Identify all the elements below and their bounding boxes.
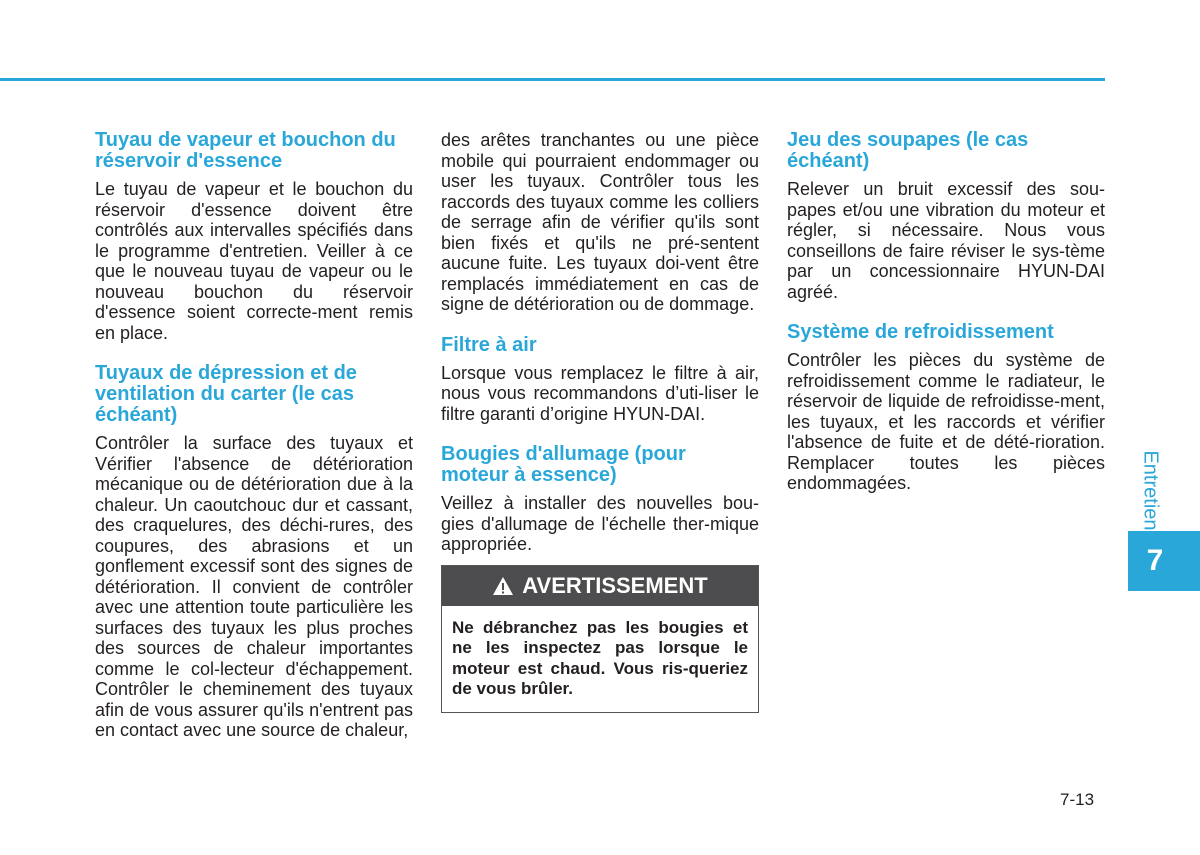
- warning-title: AVERTISSEMENT: [522, 572, 708, 598]
- section-side-label: [1128, 450, 1172, 530]
- page-number: 7-13: [1060, 790, 1095, 809]
- warning-box: [441, 565, 759, 713]
- column-middle: [441, 130, 759, 713]
- warning-triangle-icon: [492, 576, 514, 596]
- heading-spark-plugs: Bougies d'allumage (pour moteur à essence): [441, 443, 686, 486]
- heading-fuel-vapor-hose: Tuyau de vapeur et bouchon du réservoir d'essence: [95, 129, 396, 172]
- header-rule: [0, 78, 1105, 81]
- heading-valve-clearance: Jeu des soupapes (le cas échéant): [787, 129, 1029, 172]
- paragraph-vacuum-crankcase-hoses: Contrôler la surface des tuyaux et Vérifier l'absence de détérioration mécanique ou de détérioration due à la chaleur. Un caoutchouc dur et cassant, des craquelures, des déchi-rures, des coupures, des abrasions et un gonflement excessif sont des signes de détérioration. Il convient de contrôler avec une attention toute particulière les surfaces des tuyaux les plus proches des sources de chaleur importantes comme le col-lecteur d'échappement. Contrôler le cheminement des tuyaux afin de vous assurer qu'ils n'entrent pas en contact avec une source de chaleur,: [95, 433, 413, 740]
- warning-header: [442, 566, 758, 606]
- heading-cooling-system: Système de refroidissement: [787, 321, 1054, 343]
- warning-text: Ne débranchez pas les bougies et ne les inspectez pas lorsque le moteur est chaud. Vous ris-queriez de vous brûler.: [452, 617, 748, 698]
- paragraph-valve-clearance: Relever un bruit excessif des sou-papes et/ou une vibration du moteur et régler, si nécessaire. Nous vous conseillons de faire réviser le sys-tème par un concessionnaire HYUN-DAI agréé.: [787, 179, 1105, 302]
- column-left: [95, 130, 413, 761]
- heading-vacuum-crankcase-hoses: Tuyaux de dépression et de ventilation du carter (le cas échéant): [95, 362, 357, 426]
- paragraph-fuel-vapor-hose: Le tuyau de vapeur et le bouchon du réservoir d'essence doivent être contrôlés aux intervalles spécifiés dans le programme d'entretien. Veiller à ce que le nouveau tuyau de vapeur ou le nouveau bouchon du réservoir d'essence soient correcte-ment remis en place.: [95, 179, 413, 343]
- paragraph-cooling-system: Contrôler les pièces du système de refroidissement comme le radiateur, le réservoir de liquide de refroidisse-ment, les tuyaux, et les raccords et vérifier l'absence de fuite et de dété-rioration. Remplacer toutes les pièces endommagées.: [787, 350, 1105, 493]
- paragraph-hoses-continued: des arêtes tranchantes ou une pièce mobile qui pourraient endommager ou user les tuyaux. Contrôler tous les raccords des tuyaux comme les colliers de serrage afin de vérifier qu'ils sont bien fixés et qu'ils ne pré-sentent aucune fuite. Les tuyaux doi-vent être remplacés immédiatement en cas de signe de détérioration ou de dommage.: [441, 130, 759, 314]
- column-right: [787, 130, 1105, 514]
- heading-air-filter: Filtre à air: [441, 333, 537, 356]
- section-name: Entretien: [1139, 449, 1162, 531]
- paragraph-air-filter: Lorsque vous remplacez le filtre à air, nous vous recommandons d’uti-liser le filtre garanti d’origine HYUN-DAI.: [441, 362, 759, 424]
- chapter-tab: 7: [1128, 531, 1200, 591]
- paragraph-spark-plugs: Veillez à installer des nouvelles bou-gies d'allumage de l'échelle ther-mique appropriée.: [441, 493, 759, 554]
